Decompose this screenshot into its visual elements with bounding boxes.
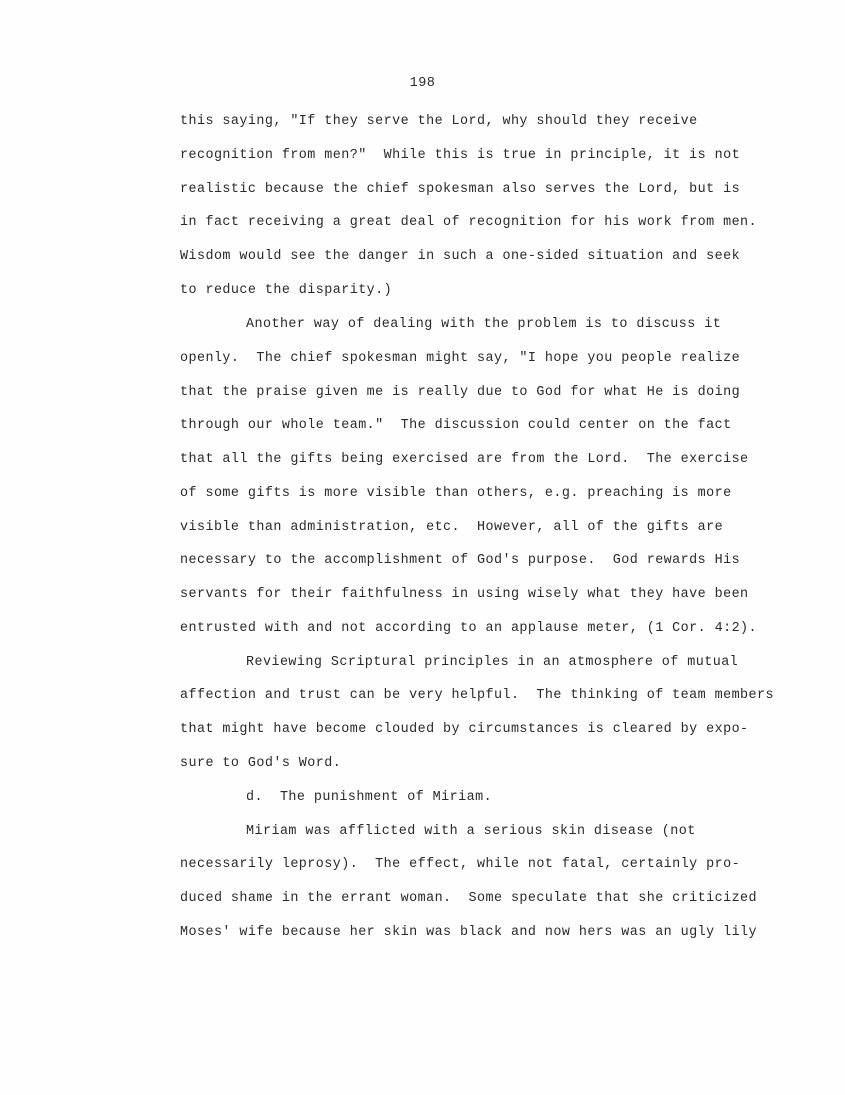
text-line: necessary to the accomplishment of God's purpose. God rewards His [180,553,741,568]
paragraph-first-line: Reviewing Scriptural principles in an atmosphere of mutual [246,655,739,670]
text-line: realistic because the chief spokesman also serves the Lord, but is [180,182,741,197]
paragraph-first-line: Miriam was afflicted with a serious skin disease (not [246,824,696,839]
text-line: in fact receiving a great deal of recognition for his work from men. [180,215,758,230]
text-line: of some gifts is more visible than others, e.g. preaching is more [180,486,732,501]
text-line: sure to God's Word. [180,756,342,771]
text-line: to reduce the disparity.) [180,283,393,298]
text-line: duced shame in the errant woman. Some speculate that she criticized [180,891,758,906]
text-line: Moses' wife because her skin was black and now hers was an ugly lily [180,925,758,940]
text-line: openly. The chief spokesman might say, "I hope you people realize [180,351,741,366]
text-line: recognition from men?" While this is true in principle, it is not [180,148,741,163]
text-line: that might have become clouded by circumstances is cleared by expo- [180,722,749,737]
text-line: necessarily leprosy). The effect, while not fatal, certainly pro- [180,857,741,872]
text-line: this saying, "If they serve the Lord, why should they receive [180,114,698,129]
text-line: that the praise given me is really due to God for what He is doing [180,385,741,400]
text-line: that all the gifts being exercised are from the Lord. The exercise [180,452,749,467]
text-line: affection and trust can be very helpful. The thinking of team members [180,688,774,703]
text-line: servants for their faithfulness in using wisely what they have been [180,587,749,602]
text-line: through our whole team." The discussion could center on the fact [180,418,732,433]
paragraph-first-line: Another way of dealing with the problem is to discuss it [246,317,722,332]
text-line: Wisdom would see the danger in such a one-sided situation and seek [180,249,741,264]
page-number: 198 [409,76,436,91]
text-line: entrusted with and not according to an applause meter, (1 Cor. 4:2). [180,621,758,636]
section-heading: d. The punishment of Miriam. [246,790,493,805]
text-line: visible than administration, etc. However, all of the gifts are [180,520,724,535]
